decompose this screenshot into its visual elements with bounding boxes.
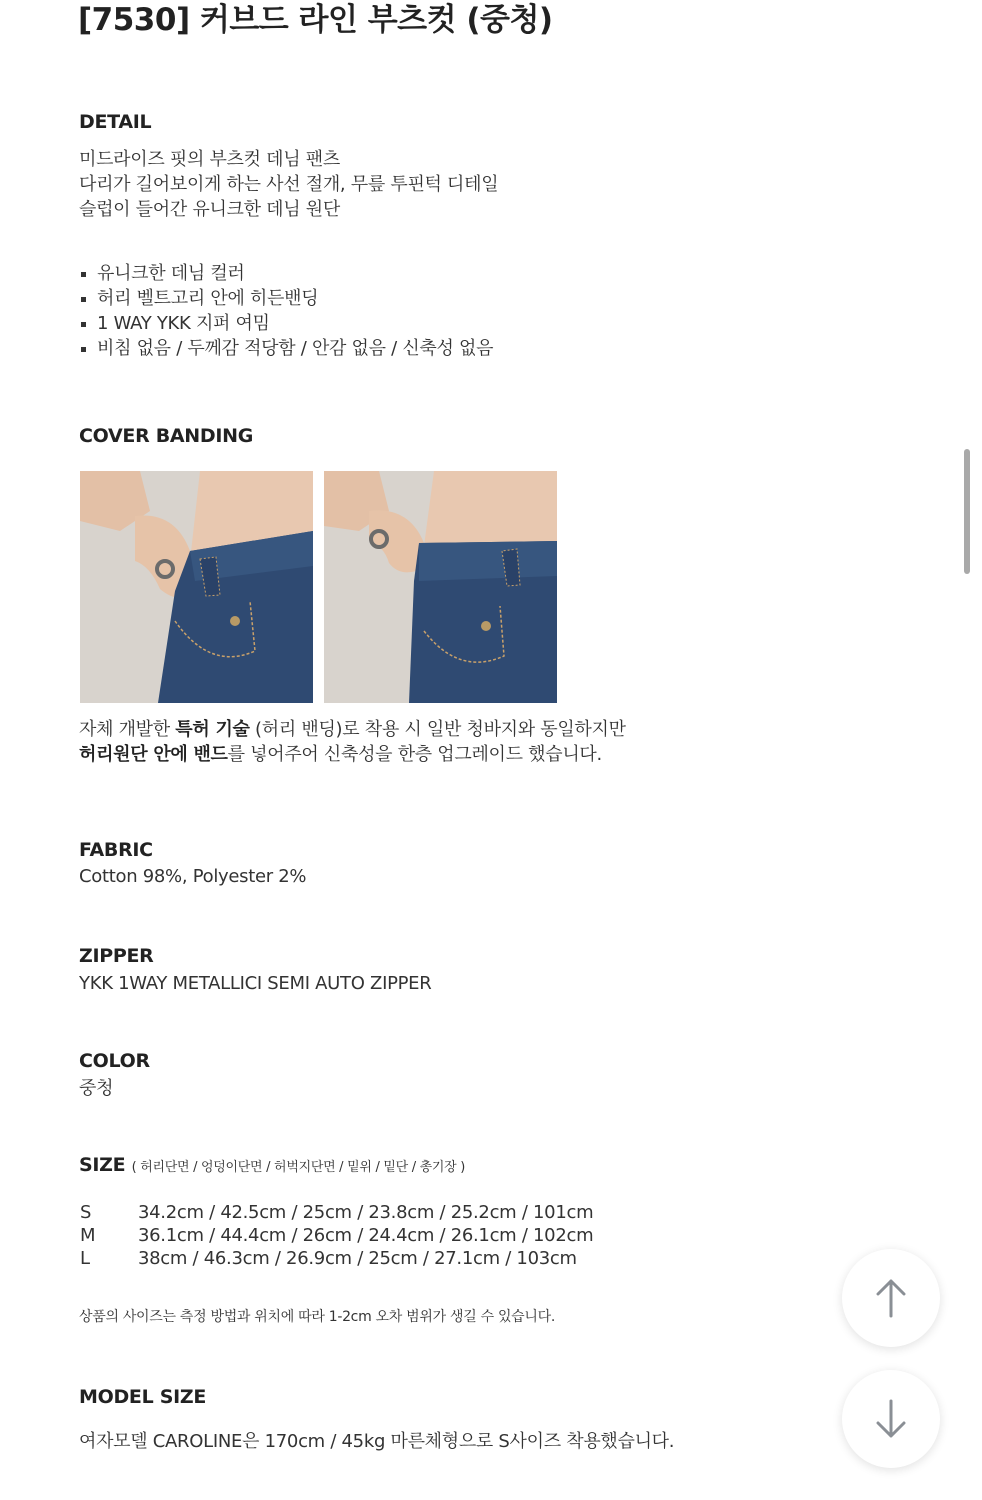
cover-banding-heading: COVER BANDING	[79, 425, 254, 447]
detail-heading: DETAIL	[79, 111, 152, 133]
product-title: [7530] 커브드 라인 부츠컷 (중청)	[78, 2, 553, 38]
fabric-heading: FABRIC	[79, 839, 153, 861]
detail-bullet: 1 WAY YKK 지퍼 여밈	[79, 311, 493, 336]
size-row	[80, 1201, 593, 1224]
size-row	[80, 1247, 577, 1270]
detail-line: 슬럽이 들어간 유니크한 데님 원단	[79, 199, 340, 220]
cover-banding-description	[79, 717, 626, 767]
arrow-down-icon	[874, 1399, 908, 1439]
cover-banding-line-2	[79, 742, 626, 767]
scroll-top-button[interactable]	[842, 1249, 940, 1347]
size-row	[80, 1224, 593, 1247]
zipper-heading: ZIPPER	[79, 945, 154, 967]
arrow-up-icon	[874, 1278, 908, 1318]
model-size-heading: MODEL SIZE	[79, 1386, 207, 1408]
cover-banding-text: 를 넣어주어 신축성을 한층 업그레이드 했습니다.	[227, 744, 602, 765]
cover-banding-line-1	[79, 717, 626, 742]
size-label: L	[80, 1248, 90, 1269]
cover-banding-text: (허리 밴딩)로 착용 시 일반 청바지와 동일하지만	[249, 719, 626, 740]
scroll-bottom-button[interactable]	[842, 1370, 940, 1468]
cover-banding-emphasis: 허리원단 안에 밴드	[79, 744, 228, 765]
detail-bullet-list	[79, 261, 493, 361]
cover-banding-photo-1	[80, 471, 313, 703]
size-measure-legend: ( 허리단면 / 엉덩이단면 / 허벅지단면 / 밑위 / 밑단 / 총기장 )	[131, 1160, 465, 1175]
detail-bullet: 유니크한 데님 컬러	[79, 261, 493, 286]
size-values: 36.1cm / 44.4cm / 26cm / 24.4cm / 26.1cm / 102cm	[138, 1225, 594, 1246]
detail-line: 미드라이즈 핏의 부츠컷 데님 팬츠	[79, 149, 340, 170]
size-values: 34.2cm / 42.5cm / 25cm / 23.8cm / 25.2cm / 101cm	[138, 1202, 594, 1223]
zipper-value: YKK 1WAY METALLICI SEMI AUTO ZIPPER	[79, 973, 432, 994]
detail-bullet: 허리 벨트고리 안에 히든밴딩	[79, 286, 493, 311]
model-size-value: 여자모델 CAROLINE은 170cm / 45kg 마른체형으로 S사이즈 착용했습니다.	[79, 1431, 675, 1452]
detail-line: 다리가 길어보이게 하는 사선 절개, 무릎 투핀턱 디테일	[79, 174, 499, 195]
cover-banding-emphasis: 특허 기술	[175, 719, 250, 740]
size-note: 상품의 사이즈는 측정 방법과 위치에 따라 1-2cm 오차 범위가 생길 수 있습니다.	[79, 1309, 555, 1325]
cover-banding-photo-2	[324, 471, 557, 703]
size-values: 38cm / 46.3cm / 26.9cm / 25cm / 27.1cm / 103cm	[138, 1248, 577, 1269]
scrollbar-thumb[interactable]	[964, 449, 970, 574]
size-heading-row	[79, 1154, 465, 1176]
size-heading: SIZE	[79, 1154, 126, 1176]
detail-description	[79, 147, 498, 222]
fabric-value: Cotton 98%, Polyester 2%	[79, 866, 307, 887]
cover-banding-text: 자체 개발한	[79, 719, 176, 740]
color-value: 중청	[79, 1078, 114, 1099]
detail-bullet: 비침 없음 / 두께감 적당함 / 안감 없음 / 신축성 없음	[79, 336, 493, 361]
size-label: S	[80, 1202, 92, 1223]
color-heading: COLOR	[79, 1050, 150, 1072]
size-label: M	[80, 1225, 96, 1246]
